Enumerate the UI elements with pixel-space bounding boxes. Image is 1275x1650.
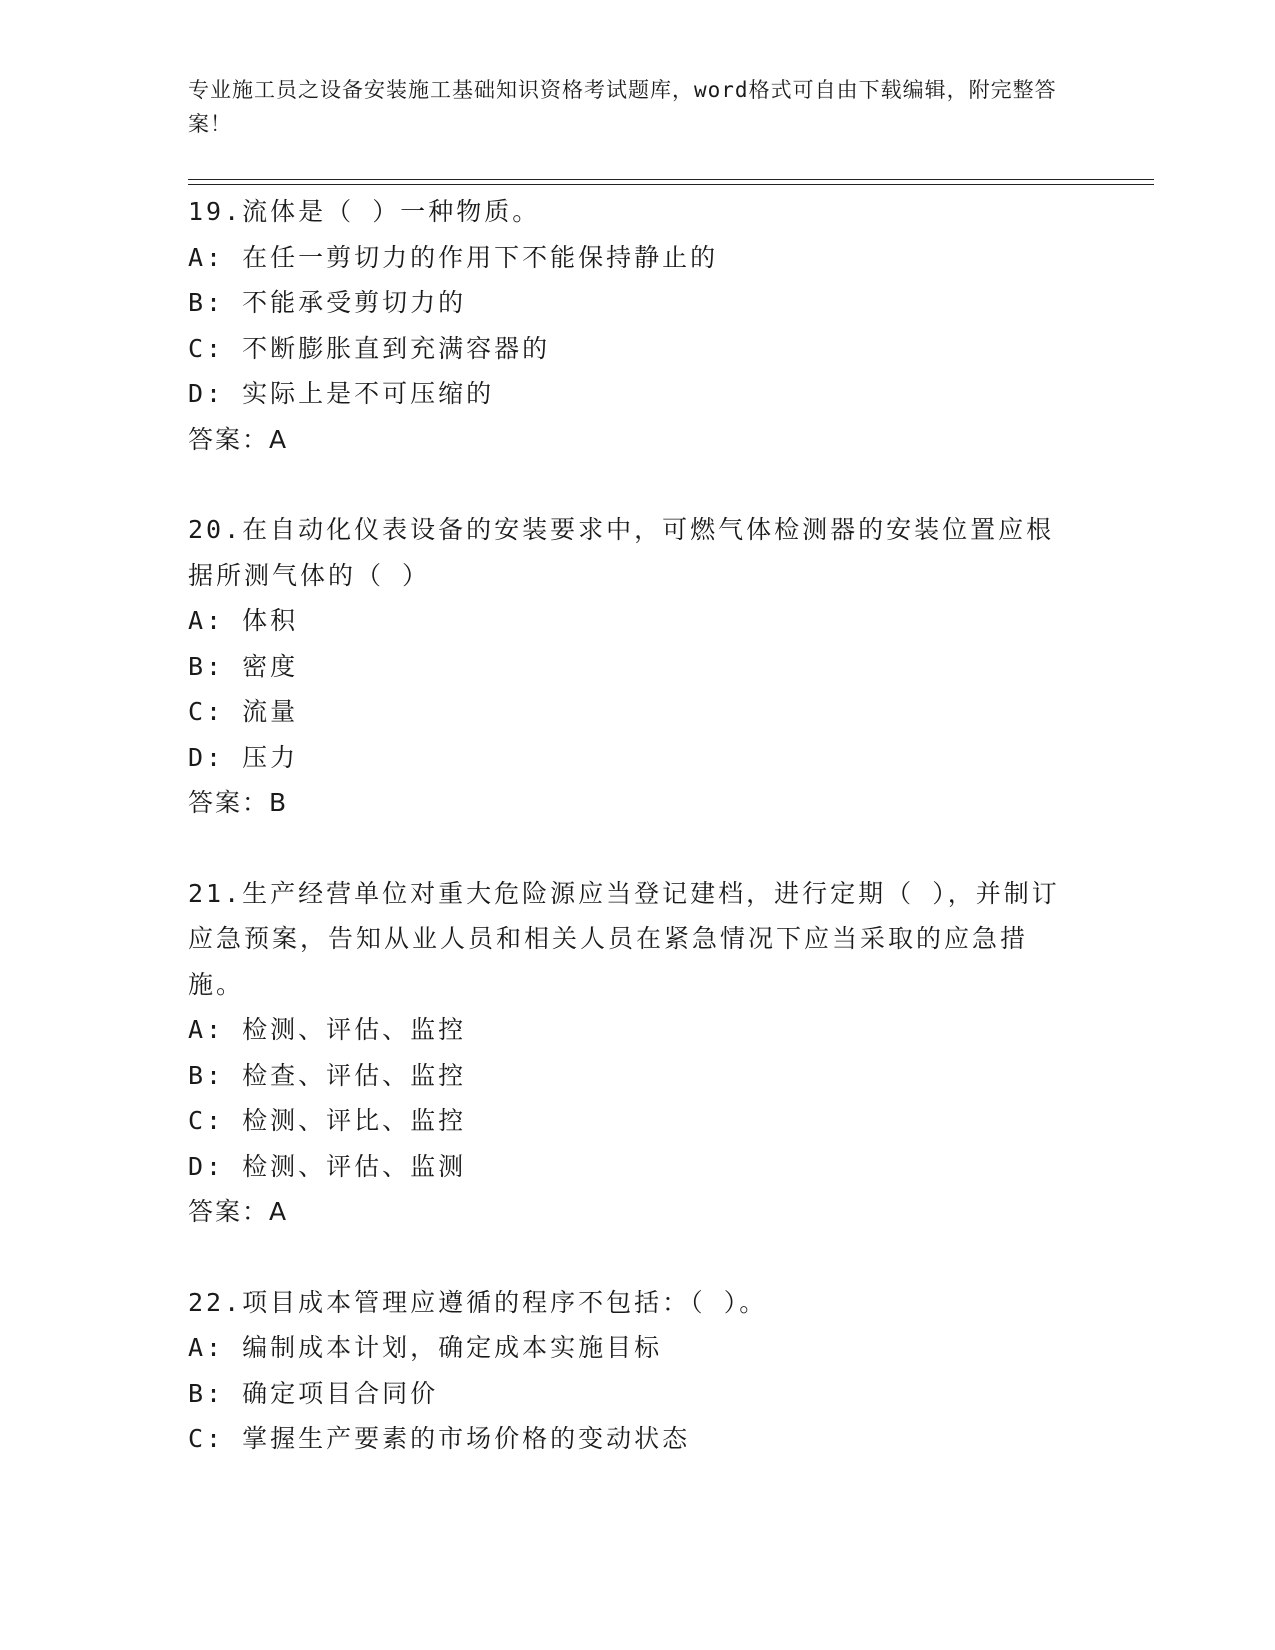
option-d: D: 检测、评估、监测	[188, 1151, 467, 1181]
option-c: C: 掌握生产要素的市场价格的变动状态	[188, 1424, 691, 1453]
question-stem: 19.流体是（ ）一种物质。	[188, 197, 541, 226]
option-b: B: 检查、评估、监控	[188, 1060, 467, 1090]
option-d: D: 实际上是不可压缩的	[188, 379, 495, 408]
question-20	[188, 507, 1088, 826]
document-header: 专业施工员之设备安装施工基础知识资格考试题库，word格式可自由下载编辑，附完整答案！	[188, 78, 1057, 136]
option-d: D: 压力	[188, 742, 299, 772]
question-21	[188, 871, 1088, 1235]
answer-label: 答案：B	[188, 788, 289, 817]
option-a: A: 检测、评估、监控	[188, 1015, 467, 1044]
option-b: B: 密度	[188, 651, 299, 681]
question-stem: 21.生产经营单位对重大危险源应当登记建档，进行定期（ ），并制订应急预案，告知从业人员和相关人员在紧急情况下应当采取的应急措施。	[188, 878, 1060, 999]
question-list	[188, 189, 1088, 1507]
header-divider-bottom	[188, 184, 1154, 185]
option-b: B: 不能承受剪切力的	[188, 288, 467, 317]
option-c: C: 检测、评比、监控	[188, 1106, 467, 1135]
option-c: C: 流量	[188, 697, 299, 726]
answer-label: 答案：A	[188, 424, 289, 454]
answer-label: 答案：A	[188, 1197, 289, 1226]
question-stem: 20.在自动化仪表设备的安装要求中，可燃气体检测器的安装位置应根据所测气体的（ ）	[188, 515, 1055, 590]
document-page	[188, 0, 1154, 1650]
question-stem: 22.项目成本管理应遵循的程序不包括：（ ）。	[188, 1287, 768, 1317]
option-c: C: 不断膨胀直到充满容器的	[188, 333, 551, 363]
option-b: B: 确定项目合同价	[188, 1378, 439, 1408]
option-a: A: 编制成本计划，确定成本实施目标	[188, 1333, 663, 1362]
header-divider-top	[188, 179, 1154, 180]
option-a: A: 体积	[188, 606, 299, 635]
question-22	[188, 1280, 1088, 1462]
question-19	[188, 189, 1088, 462]
option-a: A: 在任一剪切力的作用下不能保持静止的	[188, 242, 719, 272]
